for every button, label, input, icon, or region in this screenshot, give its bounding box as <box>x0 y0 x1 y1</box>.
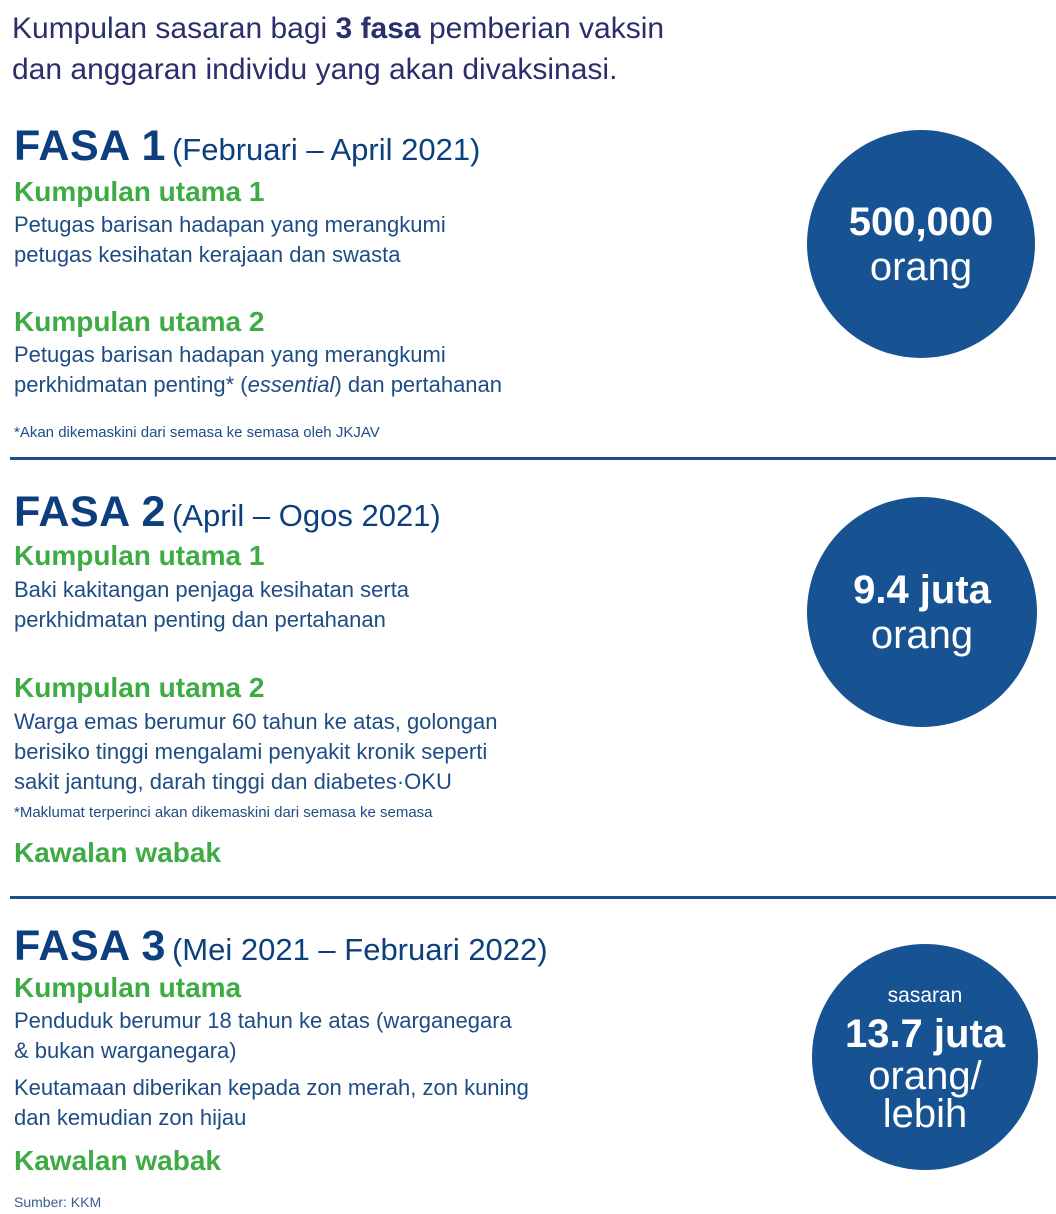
phase-2-target-value: 9.4 juta <box>853 568 991 612</box>
phase-1-group-2-text: Petugas barisan hadapan yang merangkumi perkhidmatan penting* (essential) dan pertahanan <box>14 342 503 397</box>
phase-3-target-unit: orang/ <box>868 1054 982 1098</box>
divider-1 <box>10 457 1056 460</box>
phase-1-group-1-text: Petugas barisan hadapan yang merangkumi petugas kesihatan kerajaan dan swasta <box>14 212 446 267</box>
phase-3-group-text-2: Keutamaan diberikan kepada zon merah, zon kuning dan kemudian zon hijau <box>14 1075 529 1130</box>
phase-2-group-2-title: Kumpulan utama 2 <box>14 672 265 703</box>
phase-2-target-unit: orang <box>870 613 974 657</box>
phase-3-group-title: Kumpulan utama <box>14 972 242 1003</box>
phase-1-target-unit: orang <box>869 245 973 289</box>
phase-2-extra: Kawalan wabak <box>14 837 221 868</box>
phase-3-target-prefix: sasaran <box>887 984 963 1007</box>
phase-3-name: FASA 3 <box>14 922 166 970</box>
phase-2-period: (April – Ogos 2021) <box>171 498 441 533</box>
phase-2-heading <box>14 488 441 537</box>
phase-3-extra: Kawalan wabak <box>14 1145 221 1176</box>
phase-2-target-circle <box>807 497 1037 727</box>
intro-heading <box>12 8 912 90</box>
phase-1-name: FASA 1 <box>14 122 166 170</box>
phase-2-group-1-title: Kumpulan utama 1 <box>14 540 265 571</box>
phase-2-name: FASA 2 <box>14 488 166 536</box>
phase-1-target-value: 500,000 <box>848 200 994 244</box>
phase-1-heading <box>14 122 480 171</box>
phase-3-target-value: 13.7 juta <box>844 1012 1006 1056</box>
phase-1-period: (Februari – April 2021) <box>171 132 481 167</box>
phase-1-group-2-title: Kumpulan utama 2 <box>14 306 265 337</box>
divider-2 <box>10 896 1056 899</box>
phase-2-note: *Maklumat terperinci akan dikemaskini dari semasa ke semasa <box>14 804 433 821</box>
intro-line-2: dan anggaran individu yang akan divaksinasi. <box>12 53 618 86</box>
phase-3-period: (Mei 2021 – Februari 2022) <box>171 932 548 967</box>
phase-3-target-unit-2: lebih <box>882 1092 968 1136</box>
phase-2-group-2-text: Warga emas berumur 60 tahun ke atas, golongan berisiko tinggi mengalami penyakit kronik seperti sakit jantung, darah tinggi dan diabetes·OKU <box>14 709 498 794</box>
phase-3-group-text-1: Penduduk berumur 18 tahun ke atas (warganegara & bukan warganegara) <box>14 1008 512 1063</box>
source-credit: Sumber: KKM <box>14 1194 102 1210</box>
phase-1-target-circle <box>807 130 1035 358</box>
phase-2-group-1-text: Baki kakitangan penjaga kesihatan serta perkhidmatan penting dan pertahanan <box>14 577 410 632</box>
phase-3-target-circle <box>812 944 1038 1170</box>
phase-1-group-1-title: Kumpulan utama 1 <box>14 176 265 207</box>
phase-1-note: *Akan dikemaskini dari semasa ke semasa oleh JKJAV <box>14 424 380 441</box>
phase-3-heading <box>14 922 548 971</box>
intro-line-1: Kumpulan sasaran bagi 3 fasa pemberian vaksin <box>12 12 665 45</box>
